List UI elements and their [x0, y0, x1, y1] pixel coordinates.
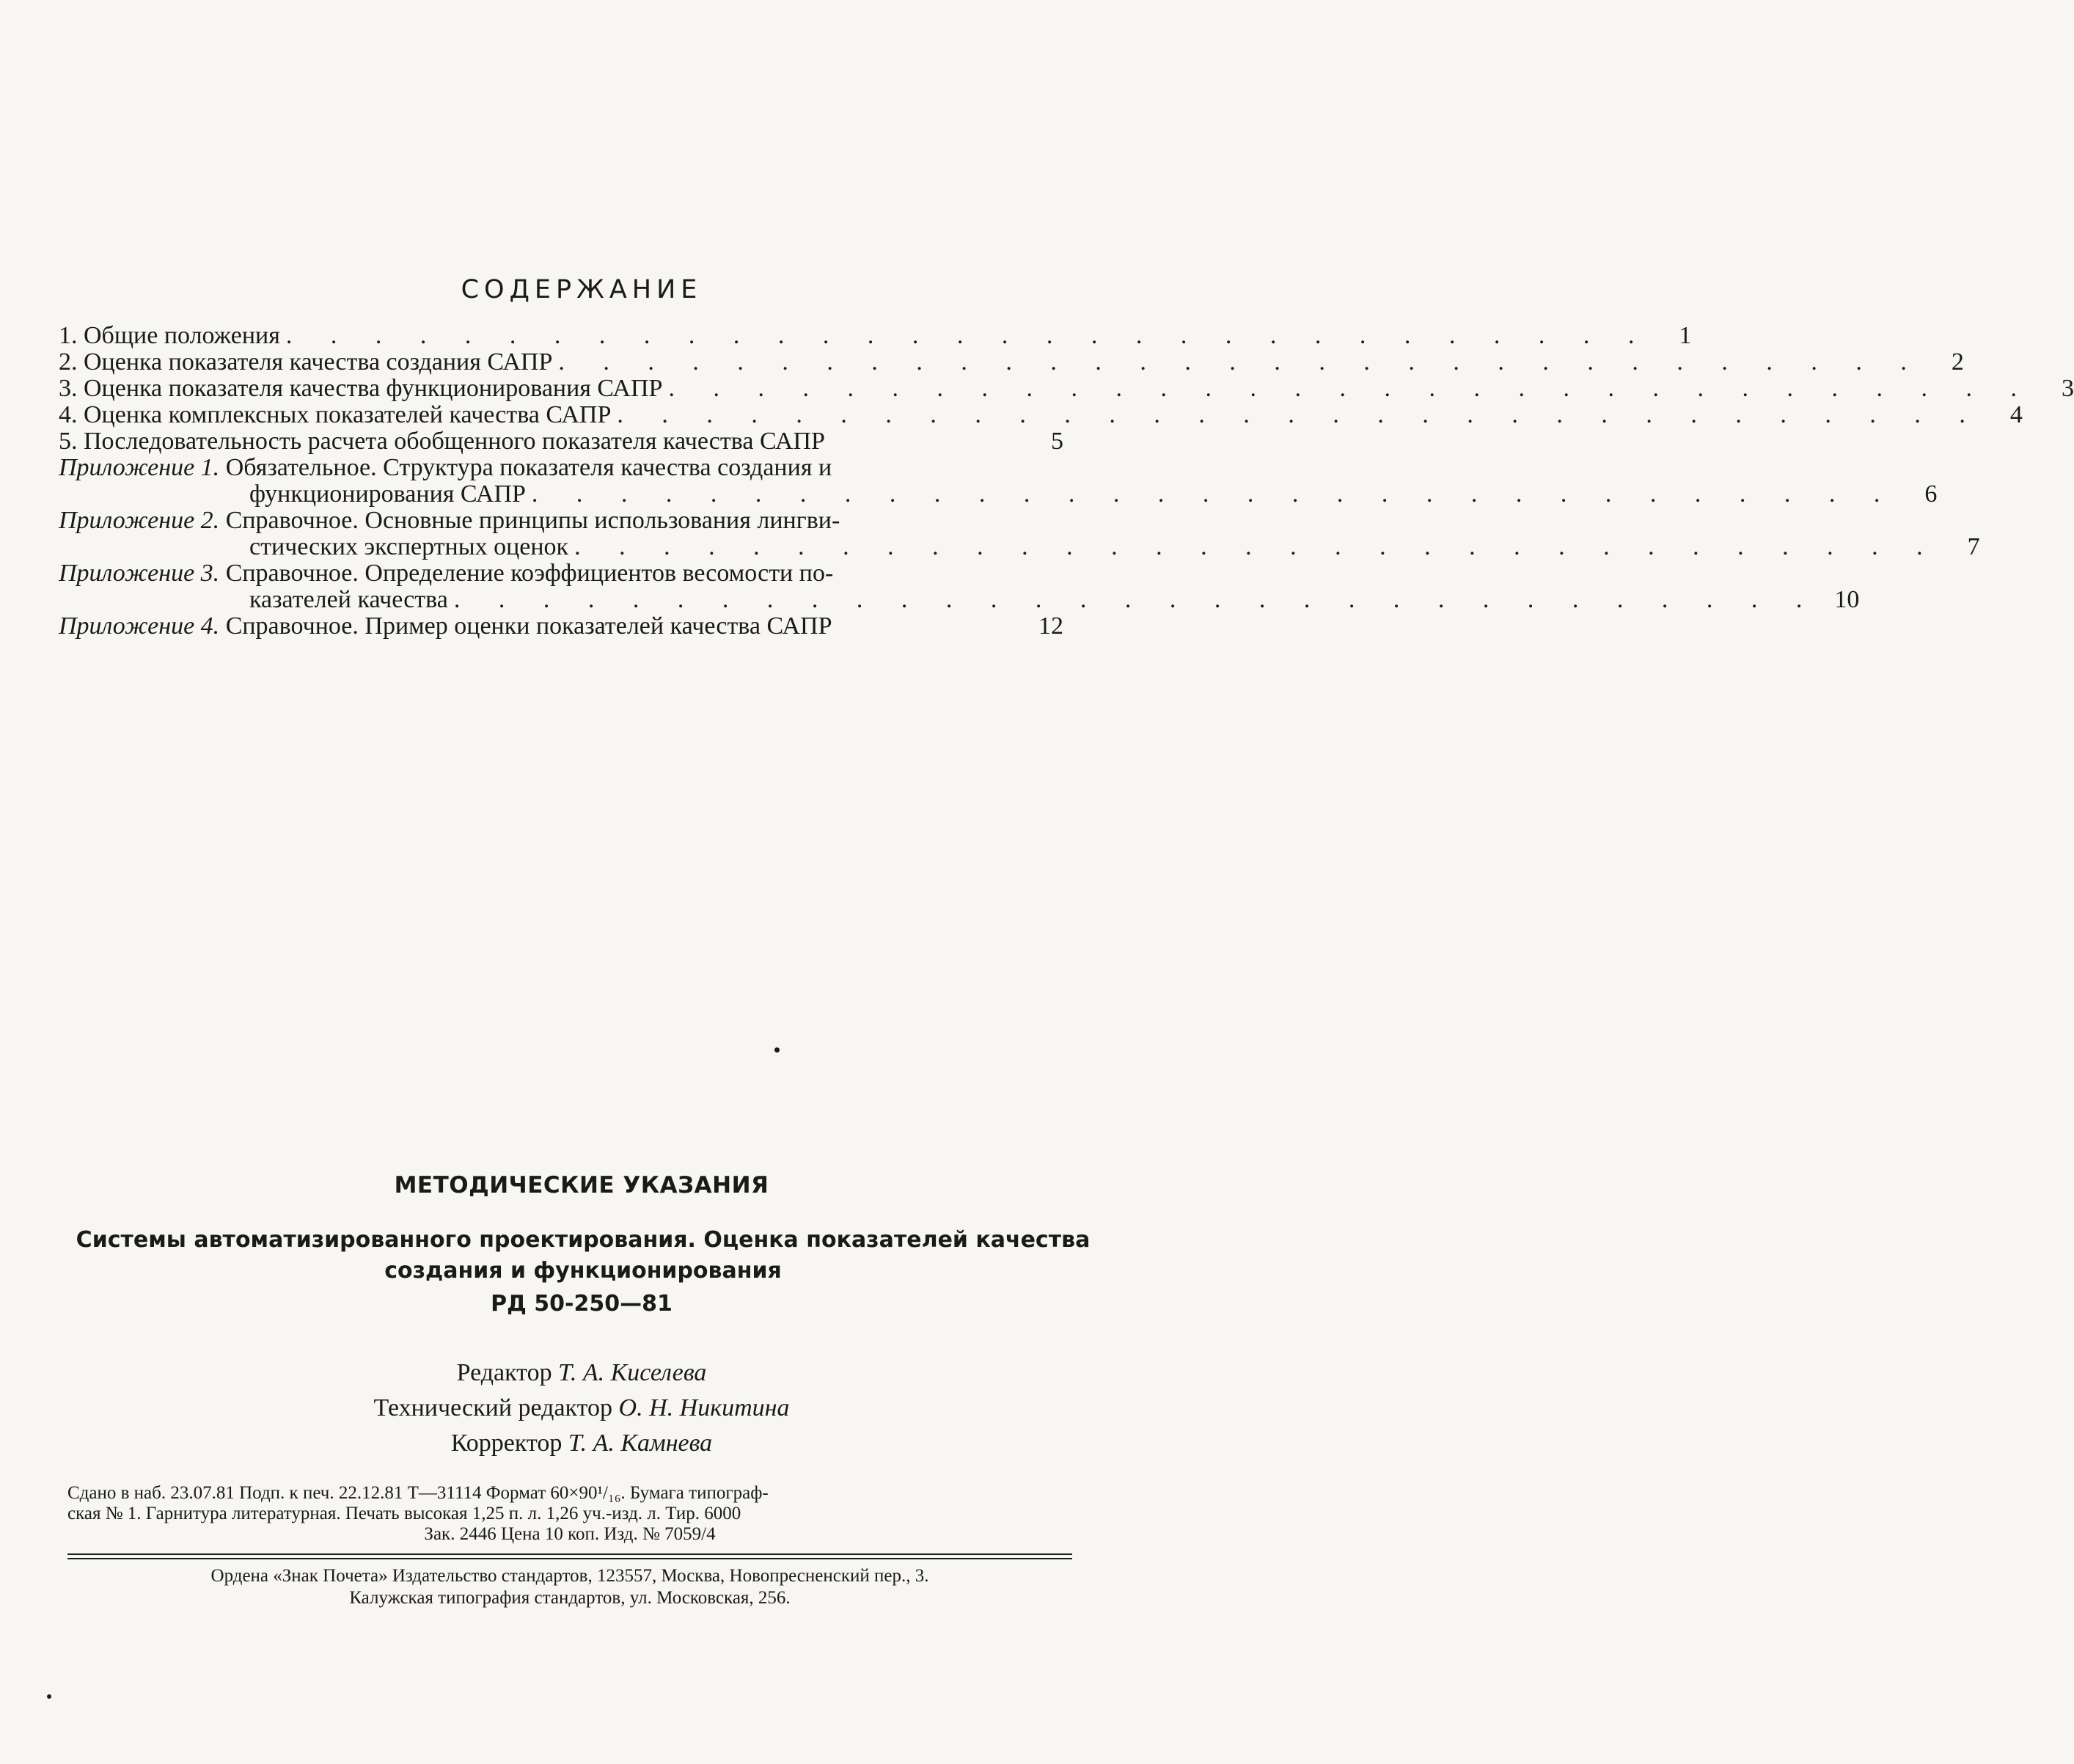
- toc-item-page: 2: [1951, 348, 1964, 376]
- appendix-text: Обязательное. Структура показателя качества создания и: [225, 454, 832, 481]
- leader-dots: . . . . . . . . . . . . . . . . . . . . . . . . . . . . . . .: [617, 401, 1982, 428]
- imprint-line: Сдано в наб. 23.07.81 Подп. к печ. 22.12.81 Т—31114 Формат 60×90¹/₁₆. Бумага типограф-: [67, 1483, 769, 1503]
- divider: [67, 1558, 1072, 1559]
- credit-role: Технический редактор: [373, 1394, 613, 1421]
- toc-item: [59, 375, 2074, 402]
- appendix-text: Справочное. Пример оценки показателей качества САПР: [225, 612, 832, 640]
- toc-item: [59, 401, 2023, 428]
- credit-name: О. Н. Никитина: [618, 1394, 790, 1421]
- credit-line: [0, 1355, 1163, 1391]
- toc-item: [59, 322, 1692, 349]
- toc-item-label: 2. Оценка показателя качества создания САПР: [59, 348, 553, 376]
- appendix-text-cont: казателей качества: [249, 586, 448, 613]
- credits: [0, 1355, 1163, 1461]
- imprint-line: ская № 1. Гарнитура литературная. Печать высокая 1,25 п. л. 1,26 уч.-изд. л. Тир. 6000: [67, 1504, 741, 1523]
- appendix-text: Справочное. Основные принципы использования лингви-: [225, 507, 840, 534]
- toc-item-page: 6: [1924, 480, 1938, 508]
- publisher-line: Ордена «Знак Почета» Издательство стандартов, 123557, Москва, Новопресненский пер., 3.: [210, 1566, 929, 1586]
- toc-item-page: 5: [1051, 428, 1063, 455]
- appendix-text: Справочное. Определение коэффициентов весомости по-: [225, 560, 834, 587]
- appendix-prefix: Приложение 4.: [59, 612, 220, 640]
- toc-title: СОДЕРЖАНИЕ: [461, 275, 703, 304]
- appendix-prefix: Приложение 2.: [59, 507, 220, 534]
- toc-appendix: [59, 560, 1860, 613]
- toc-item-page: 10: [1834, 586, 1860, 613]
- document-title-line: создания и функционирования: [384, 1258, 782, 1284]
- toc-item-label: 5. Последовательность расчета обобщенного показателя качества САПР: [59, 428, 825, 455]
- leader-dots: . . . . . . . . . . . . . . . . . . . . . . . . . . . . . . .: [558, 348, 1923, 376]
- imprint-line: Зак. 2446 Цена 10 коп. Изд. № 7059/4: [424, 1524, 716, 1544]
- toc-appendix: [59, 613, 1063, 640]
- toc-item-label: 3. Оценка показателя качества функционирования САПР: [59, 375, 663, 402]
- toc-item-page: 3: [2061, 375, 2074, 402]
- toc-item-label: 4. Оценка комплексных показателей качества САПР: [59, 401, 612, 428]
- toc-item: [59, 348, 1964, 376]
- leader-dots: . . . . . . . . . . . . . . . . . . . . . . . . . . . . . . .: [453, 586, 1819, 613]
- toc-item-page: 1: [1679, 322, 1692, 349]
- leader-dots: . . . . . . . . . . . . . . . . . . . . . . . . . . . . . . .: [574, 533, 1939, 560]
- document-title: [66, 1225, 1100, 1287]
- publisher-info: [67, 1565, 1072, 1609]
- appendix-text-cont: стических экспертных оценок: [249, 533, 569, 560]
- leader-dots: . . . . . . . . . . . . . . . . . . . . . . . . . . . . . . .: [668, 375, 2033, 402]
- credit-line: [0, 1391, 1163, 1426]
- toc-item-page: 7: [1967, 533, 1980, 560]
- toc-appendix: [59, 507, 1980, 560]
- document-title-line: Системы автоматизированного проектирования. Оценка показателей качества: [76, 1227, 1091, 1253]
- print-speck: [47, 1694, 51, 1699]
- toc-item-page: 4: [2009, 401, 2023, 428]
- publisher-line: Калужская типография стандартов, ул. Московская, 256.: [349, 1588, 791, 1608]
- toc-appendix: [59, 454, 1938, 508]
- print-speck: [774, 1047, 780, 1053]
- leader-dots: . . . . . . . . . . . . . . . . . . . . . . . . . . . . . . .: [531, 480, 1897, 508]
- credit-line: [0, 1426, 1163, 1461]
- document-code: РД 50-250—81: [491, 1291, 673, 1317]
- credit-role: Редактор: [456, 1359, 552, 1386]
- credit-name: Т. А. Камнева: [568, 1430, 713, 1457]
- credit-name: Т. А. Киселева: [558, 1359, 707, 1386]
- table-of-contents: [59, 322, 2074, 640]
- appendix-prefix: Приложение 1.: [59, 454, 220, 481]
- document-type-heading: МЕТОДИЧЕСКИЕ УКАЗАНИЯ: [394, 1172, 769, 1198]
- leader-dots: . . . . . . . . . . . . . . . . . . . . . . . . . . . . . . .: [285, 322, 1651, 349]
- divider: [67, 1553, 1072, 1555]
- toc-item-label: 1. Общие положения: [59, 322, 280, 349]
- toc-item-page: 12: [1038, 612, 1063, 640]
- appendix-text-cont: функционирования САПР: [249, 480, 526, 508]
- toc-item: [59, 428, 1063, 455]
- print-imprint: [67, 1483, 1072, 1545]
- credit-role: Корректор: [450, 1430, 563, 1457]
- appendix-prefix: Приложение 3.: [59, 560, 220, 587]
